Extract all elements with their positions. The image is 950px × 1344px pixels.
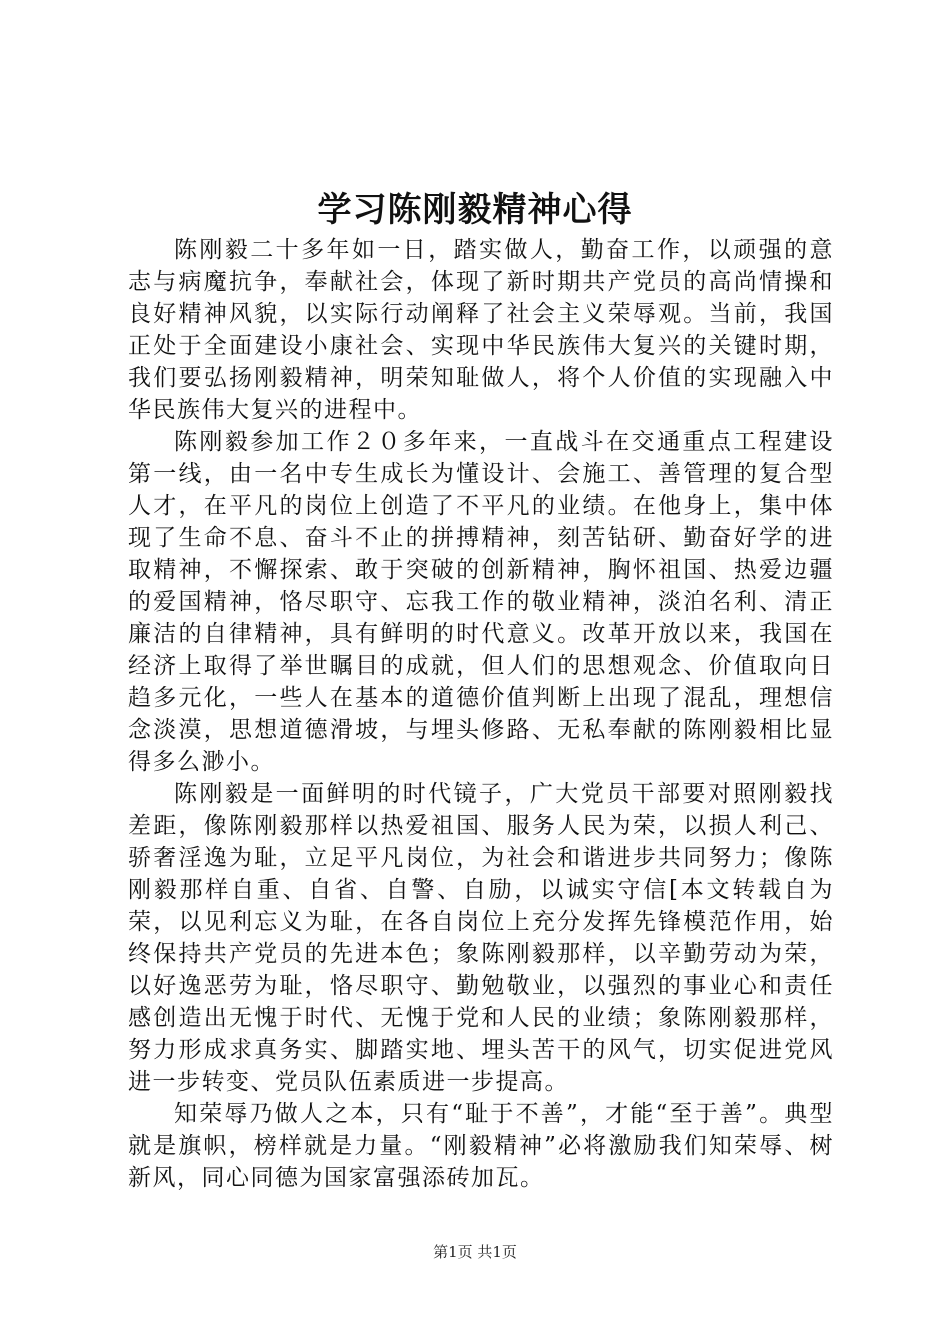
paragraph-4: 知荣辱乃做人之本，只有“耻于不善”，才能“至于善”。典型就是旗帜，榜样就是力量。“刚毅精神”必将激励我们知荣辱、树新风，同心同德为国家富强添砖加瓦。: [128, 1101, 834, 1191]
paragraph-3: 陈刚毅是一面鲜明的时代镜子，广大党员干部要对照刚毅找差距，像陈刚毅那样以热爱祖国、服务人民为荣，以损人利己、骄奢淫逸为耻，立足平凡岗位，为社会和谐进步共同努力；像陈刚毅那样自重、自省、自警、自励，以诚实守信[本文转载自为荣，以见利忘义为耻，在各自岗位上充分发挥先锋模范作用，始终保持共产党员的先进本色；象陈刚毅那样，以辛勤劳动为荣，以好逸恶劳为耻，恪尽职守、勤勉敬业，以强烈的事业心和责任感创造出无愧于时代、无愧于党和人民的业绩；象陈刚毅那样，努力形成求真务实、脚踏实地、埋头苦干的风气，切实促进党风进一步转变、党员队伍素质进一步提高。: [128, 781, 834, 1095]
document-title: 学习陈刚毅精神心得: [317, 190, 633, 230]
page-number-footer: 第1页 共1页: [433, 1243, 517, 1261]
document-body: [128, 234, 834, 1194]
paragraph-1: 陈刚毅二十多年如一日，踏实做人，勤奋工作，以顽强的意志与病魔抗争，奉献社会，体现了新时期共产党员的高尚情操和良好精神风貌，以实际行动阐释了社会主义荣辱观。当前，我国正处于全面建设小康社会、实现中华民族伟大复兴的关键时期，我们要弘扬刚毅精神，明荣知耻做人，将个人价值的实现融入中华民族伟大复兴的进程中。: [128, 237, 834, 423]
paragraph-2: 陈刚毅参加工作２０多年来，一直战斗在交通重点工程建设第一线，由一名中专生成长为懂设计、会施工、善管理的复合型人才，在平凡的岗位上创造了不平凡的业绩。在他身上，集中体现了生命不息、奋斗不止的拼搏精神，刻苦钻研、勤奋好学的进取精神，不懈探索、敢于突破的创新精神，胸怀祖国、热爱边疆的爱国精神，恪尽职守、忘我工作的敬业精神，淡泊名利、清正廉洁的自律精神，具有鲜明的时代意义。改革开放以来，我国在经济上取得了举世瞩目的成就，但人们的思想观念、价值取向日趋多元化，一些人在基本的道德价值判断上出现了混乱，理想信念淡漠，思想道德滑坡，与埋头修路、无私奉献的陈刚毅相比显得多么渺小。: [128, 429, 834, 775]
